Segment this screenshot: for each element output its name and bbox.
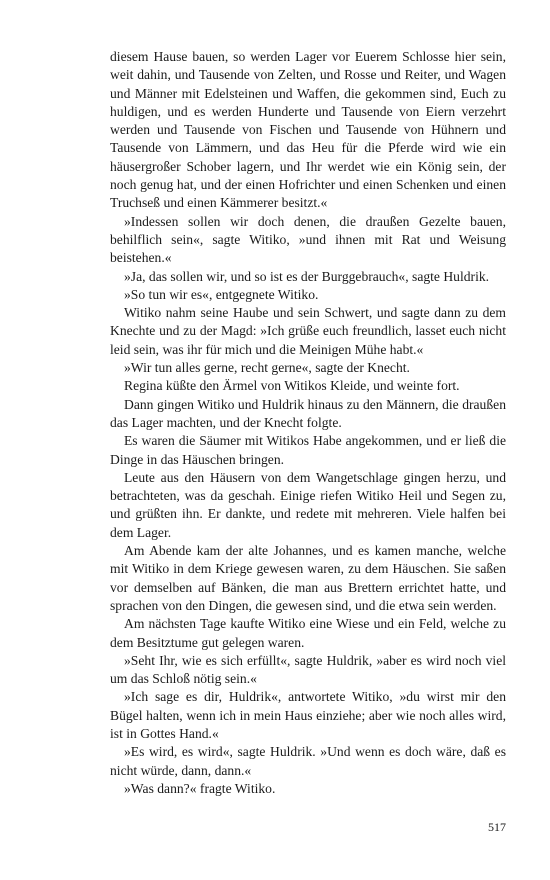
paragraph: Es waren die Säumer mit Witikos Habe angekommen, und er ließ die Dinge in das Häuschen bringen. bbox=[110, 433, 506, 467]
paragraph: Am Abende kam der alte Johannes, und es kamen manche, welche mit Witiko in dem Kriege gewesen waren, zu dem Häuschen. Sie saßen vor demselben auf Bänken, die man aus Brettern errichtet hatte, und sprachen von den Dingen, die gewesen sind, und die etwa sein werden. bbox=[110, 543, 506, 613]
book-page-text bbox=[110, 48, 506, 798]
page-number: 517 bbox=[488, 820, 506, 834]
paragraph: »Wir tun alles gerne, recht gerne«, sagte der Knecht. bbox=[124, 360, 410, 376]
paragraph: Witiko nahm seine Haube und sein Schwert, und sagte dann zu dem Knechte und zu der Magd: »Ich grüße euch freundlich, lasset euch nicht leid sein, was ihr für mich und die Meinigen Mühe habt.« bbox=[110, 305, 506, 357]
paragraph: »Seht Ihr, wie es sich erfüllt«, sagte Huldrik, »aber es wird noch viel um das Schloß nötig sein.« bbox=[110, 652, 506, 687]
paragraph: Leute aus den Häusern von dem Wangetschlage gingen herzu, und betrachteten, was da geschah. Einige riefen Witiko Heil und Segen zu, und grüßten ihn. Er dankte, und redete mit mehreren. Viele halfen bei dem Lager. bbox=[110, 469, 506, 540]
paragraph: »Es wird, es wird«, sagte Huldrik. »Und wenn es doch wäre, daß es nicht würde, dann, dann.« bbox=[110, 744, 506, 778]
paragraph: Am nächsten Tage kaufte Witiko eine Wiese und ein Feld, welche zu dem Besitztume gut gelegen waren. bbox=[110, 616, 506, 650]
paragraph: »Ja, das sollen wir, und so ist es der Burggebrauch«, sagte Huldrik. bbox=[124, 268, 490, 284]
paragraph: diesem Hause bauen, so werden Lager vor Euerem Schlosse hier sein, weit dahin, und Tausende von Zelten, und Rosse und Reiter, und Wagen und Männer mit Edelsteinen und Waffen, die gekommen sind, Euch zu huldigen, und es werden Hunderte und Tausende von Eiern verzehrt werden und Tausende von Fischen und Tausende von Hühnern und Tausende von Lämmern, und das Heu für die Pferde wird wie ein häusergroßer Schober lagern, und Ihr werdet wie ein König sein, der noch genug hat, und der einen Hofrichter und einen Schenken und einen Truchseß und einen Kämmerer besitzt.« bbox=[110, 49, 506, 211]
paragraph: »Was dann?« fragte Witiko. bbox=[124, 780, 276, 796]
paragraph: Regina küßte den Ärmel von Witikos Kleide, und weinte fort. bbox=[124, 378, 460, 394]
paragraph: »So tun wir es«, entgegnete Witiko. bbox=[124, 286, 319, 302]
paragraph: Dann gingen Witiko und Huldrik hinaus zu den Männern, die draußen das Lager machten, und der Knecht folgte. bbox=[110, 396, 506, 430]
paragraph: »Indessen sollen wir doch denen, die draußen Gezelte bauen, behilflich sein«, sagte Witiko, »und ihnen mit Rat und Weisung beistehen.« bbox=[110, 213, 506, 266]
paragraph: »Ich sage es dir, Huldrik«, antwortete Witiko, »du wirst mir den Bügel halten, wenn ich in mein Haus einziehe; aber wie noch alles wird, ist in Gottes Hand.« bbox=[110, 689, 506, 741]
